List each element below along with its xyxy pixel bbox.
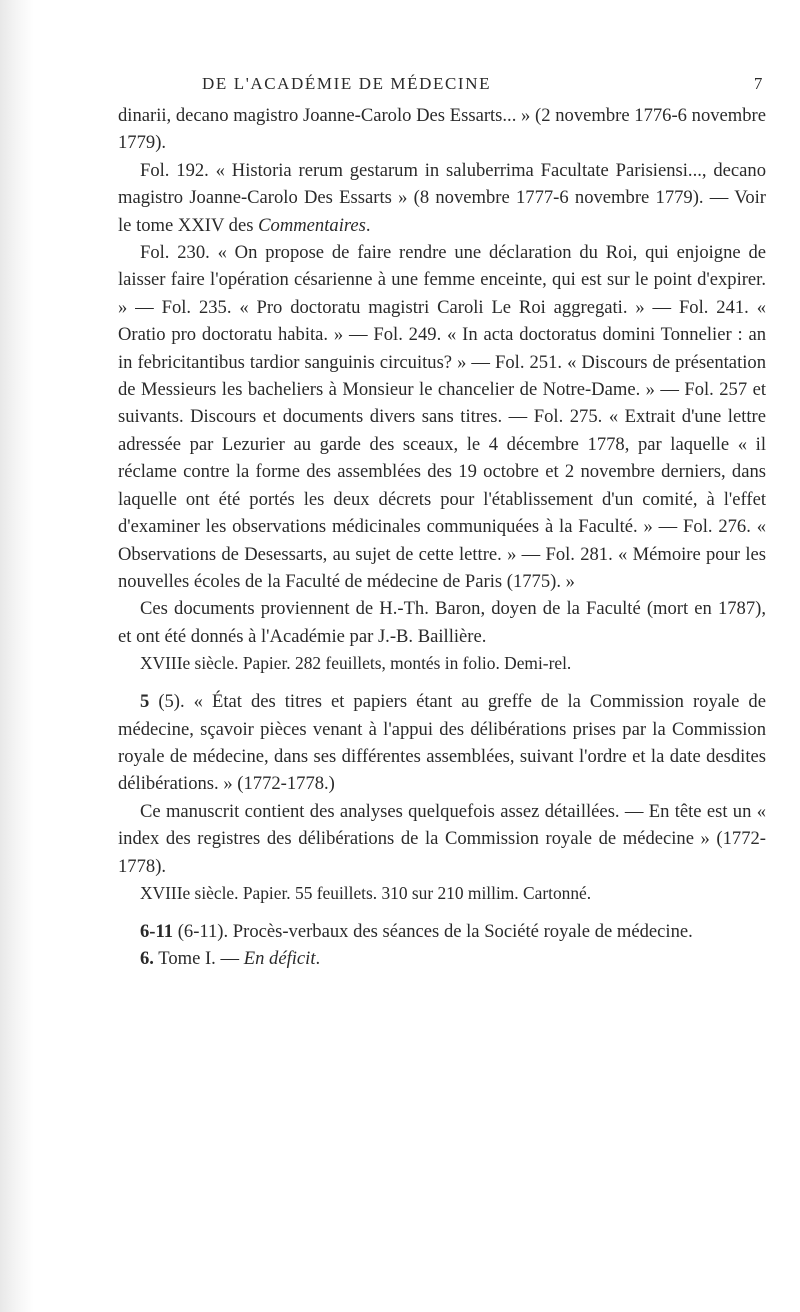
- page-edge-shadow: [0, 0, 34, 1312]
- entry-6-volume: [118, 945, 766, 972]
- commentaires-title: Commentaires: [258, 214, 366, 236]
- entry-4-fol-192-end: .: [365, 214, 371, 236]
- entry-6-11-number: 6-11: [140, 920, 174, 942]
- entry-6-text: Tome I. —: [153, 948, 244, 970]
- entry-6-11-description: [118, 918, 766, 945]
- entry-6-status: En déficit: [243, 948, 316, 970]
- entry-4-fol-192-text: Fol. 192. « Historia rerum gestarum in saluberrima Facultate Parisiensi..., decano magistro Joanne-Carolo Des Essarts » (8 novembre 1777-6 novembre 1779). — Voir le tome XXIV des: [118, 159, 766, 236]
- page-number: 7: [753, 74, 764, 93]
- running-header: [118, 74, 766, 102]
- entry-4-continuation: dinarii, decano magistro Joanne-Carolo Des Essarts... » (2 novembre 1776-6 novembre 1779).: [118, 105, 766, 154]
- entry-4-folio-list: Fol. 230. « On propose de faire rendre une déclaration du Roi, qui enjoigne de laisser faire l'opération césarienne à une femme enceinte, qui est sur le point d'expirer. » — Fol. 235. « Pro doctoratu magistri Caroli Le Roi aggregati. » — Fol. 241. « Oratio pro doctoratu habita. » — Fol. 249. « In acta doctoratus domini Tonnelier : an in febricitantibus tardior sanguinis circuitus? » — Fol. 251. « Discours de présentation de Messieurs les bacheliers à Monsieur le chancelier de Notre-Dame. » — Fol. 257 et suivants. Discours et documents divers sans titres. — Fol. 275. « Extrait d'une lettre adressée par Lezurier au garde des sceaux, le 4 décembre 1778, par laquelle « il réclame contre la forme des assemblées des 19 octobre et 2 novembre derniers, dans laquelle ont été portés les deux décrets pour l'établissement d'un comité, à l'effet d'examiner les observations médicinales communiquées à la Faculté. » — Fol. 276. « Observations de Desessarts, au sujet de cette lettre. » — Fol. 281. « Mémoire pour les nouvelles écoles de la Faculté de médecine de Paris (1775). »: [118, 242, 766, 592]
- entry-5-description: [118, 688, 766, 798]
- entry-5-text: (5). « État des titres et papiers étant au greffe de la Commission royale de médecine, sçavoir pièces venant à l'appui des délibérations prises par la Commission royale de médecine, dans ses différentes assemblées, suivant l'ordre et la date desdites délibérations. » (1772-1778.): [118, 691, 766, 795]
- entry-6-number: 6.: [140, 948, 154, 970]
- entry-4-provenance: Ces documents proviennent de H.-Th. Baron, doyen de la Faculté (mort en 1787), et ont été donnés à l'Académie par J.-B. Baillière.: [118, 598, 766, 647]
- document-page: [118, 74, 766, 973]
- entry-4-physical-description: XVIIIe siècle. Papier. 282 feuillets, montés in folio. Demi-rel.: [140, 653, 572, 674]
- entry-6-11-text: (6-11). Procès-verbaux des séances de la Société royale de médecine.: [173, 920, 693, 942]
- entry-4-fol-192: [118, 157, 766, 239]
- entry-6-end: .: [315, 948, 321, 970]
- entry-5-contents: Ce manuscrit contient des analyses quelquefois assez détaillées. — En tête est un « index des registres des délibérations de la Commission royale de médecine » (1772-1778).: [118, 800, 766, 877]
- entry-5-physical-description: XVIIIe siècle. Papier. 55 feuillets. 310 sur 210 millim. Cartonné.: [140, 882, 592, 903]
- entry-5-number: 5: [140, 691, 150, 713]
- running-title: DE L'ACADÉMIE DE MÉDECINE: [202, 74, 492, 93]
